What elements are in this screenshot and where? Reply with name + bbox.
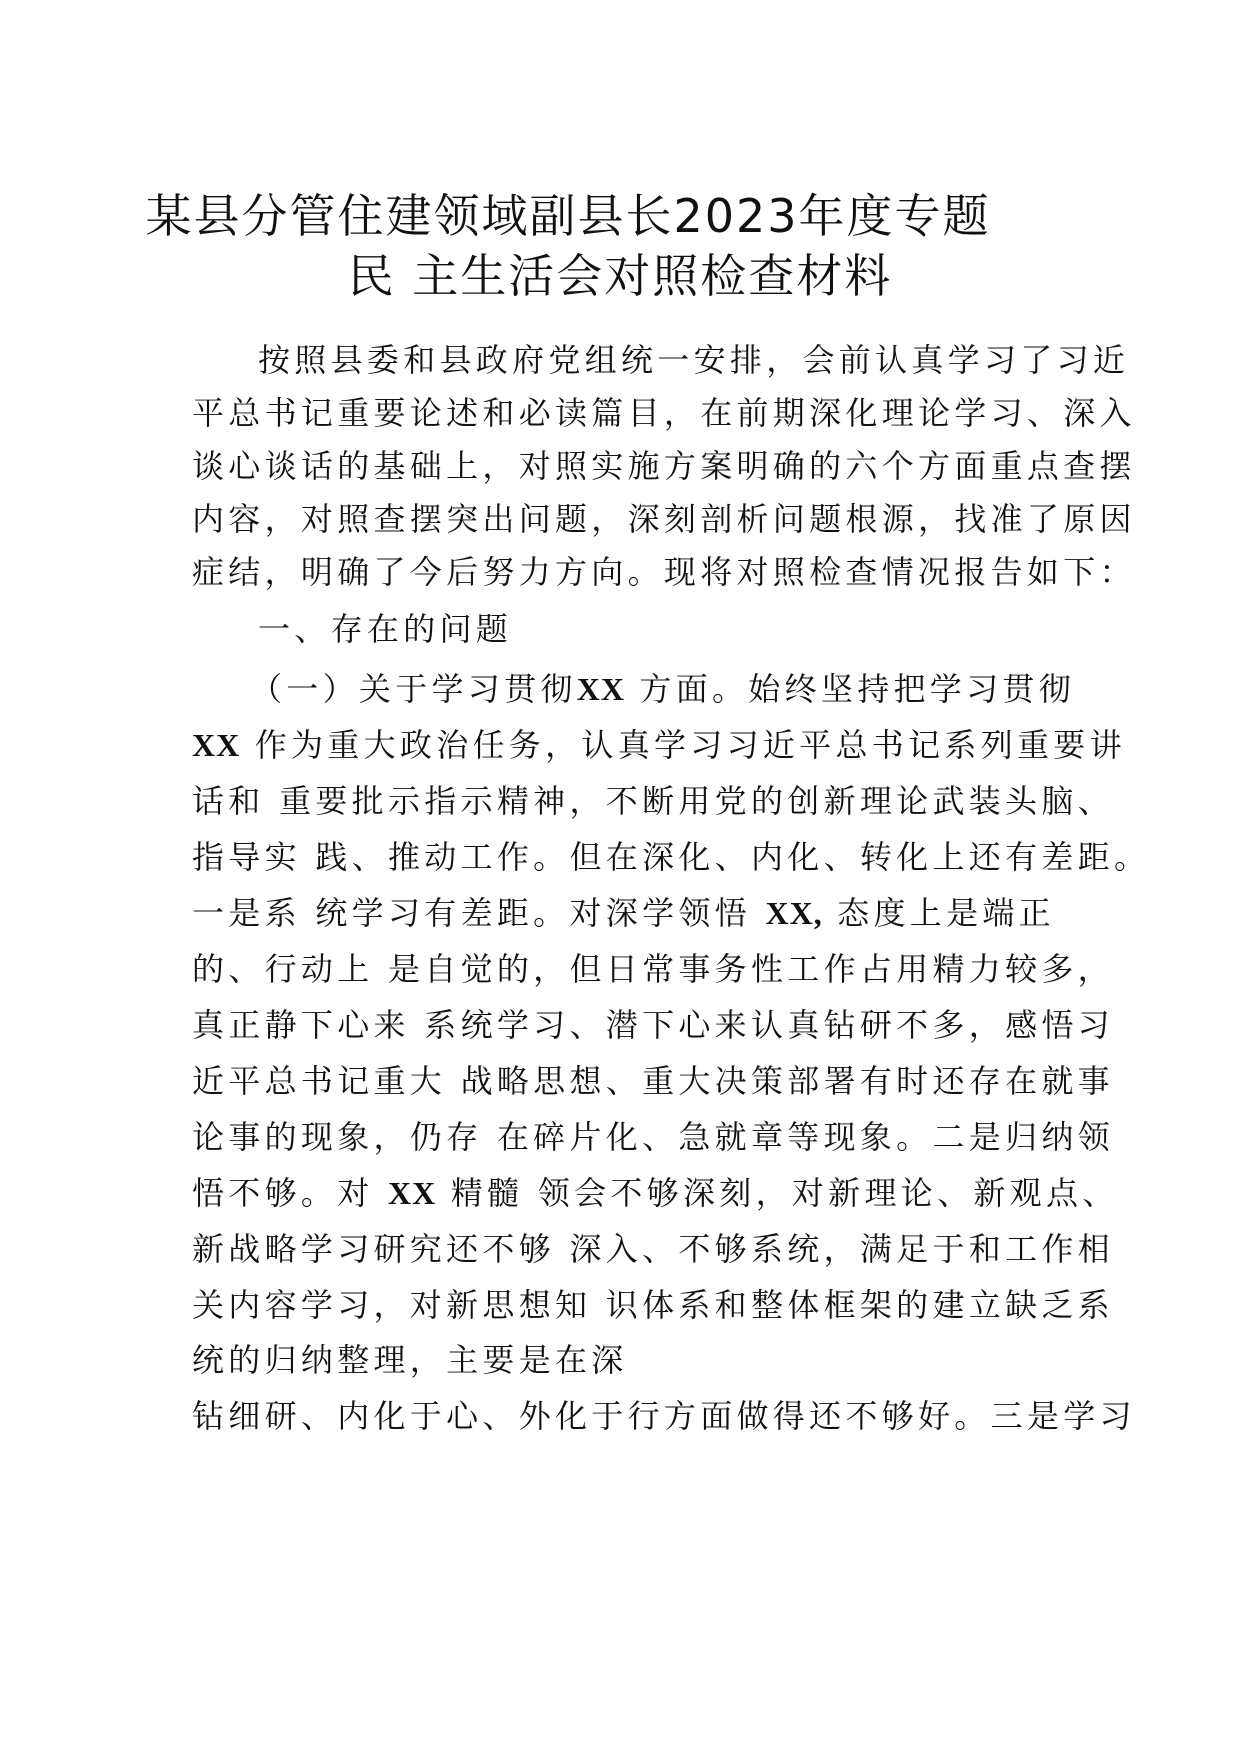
paragraph-line: 钻细研、内化于心、外化于行方面做得还不够好。三是学习: [192, 1397, 1136, 1435]
paragraph-line: 指导实 践、推动工作。但在深化、内化、转化上还有差距。: [192, 838, 1151, 876]
document-title-line-1: 某县分管住建领域副县长2023年度专题: [145, 189, 991, 243]
paragraph-line: 症结，明确了今后努力方向。现将对照检查情况报告如下：: [192, 553, 1136, 591]
paragraph-line: 的、行动上 是自觉的，但日常事务性工作占用精力较多，: [192, 950, 1114, 988]
text-run: 方面。始终坚持把学习贯彻: [639, 670, 1076, 708]
paragraph-line: 真正静下心来 系统学习、潜下心来认真钻研不多，感悟习: [192, 1006, 1114, 1044]
paragraph-line: [192, 893, 1055, 933]
paragraph-line: 按照县委和县政府党组统一安排，会前认真学习了习近: [258, 341, 1130, 379]
xx-placeholder: XX: [388, 1175, 437, 1211]
text-run: 一是系 统学习有差距。对深学领悟: [192, 894, 751, 932]
text-run: 态度上是端正: [837, 894, 1055, 932]
document-title-line-2: 民 主生活会对照检查材料: [347, 249, 893, 303]
paragraph-line: 关内容学习，对新思想知 识体系和整体框架的建立缺乏系: [192, 1286, 1114, 1324]
paragraph-line: 近平总书记重大 战略思想、重大决策部署有时还存在就事: [192, 1062, 1114, 1100]
paragraph-line: [192, 725, 1126, 765]
paragraph-line: 谈心谈话的基础上，对照实施方案明确的六个方面重点查摆: [192, 447, 1136, 485]
paragraph-line: 内容，对照查摆突出问题，深刻剖析问题根源，找准了原因: [192, 500, 1136, 538]
subsection-heading-start: [250, 669, 1075, 709]
text-run: 作为重大政治任务，认真学习习近平总书记系列重要讲: [254, 726, 1126, 764]
xx-placeholder: XX: [192, 727, 241, 763]
xx-placeholder: XX: [576, 671, 625, 707]
paragraph-line: [192, 1173, 1119, 1213]
xx-placeholder: XX,: [765, 895, 823, 931]
text-run: （一）关于学习贯彻: [250, 670, 577, 708]
section-heading: 一、存在的问题: [258, 610, 513, 648]
paragraph-line: 话和 重要批示指示精神，不断用党的创新理论武装头脑、: [192, 782, 1114, 820]
paragraph-line: 平总书记重要论述和必读篇目，在前期深化理论学习、深入: [192, 394, 1136, 432]
paragraph-line: 新战略学习研究还不够 深入、不够系统，满足于和工作相: [192, 1230, 1114, 1268]
text-run: 精髓 领会不够深刻，对新理论、新观点、: [450, 1174, 1119, 1212]
paragraph-line: 论事的现象，仍存 在碎片化、急就章等现象。二是归纳领: [192, 1118, 1114, 1156]
text-run: 悟不够。对: [192, 1174, 374, 1212]
paragraph-line: 统的归纳整理，主要是在深: [192, 1341, 628, 1379]
